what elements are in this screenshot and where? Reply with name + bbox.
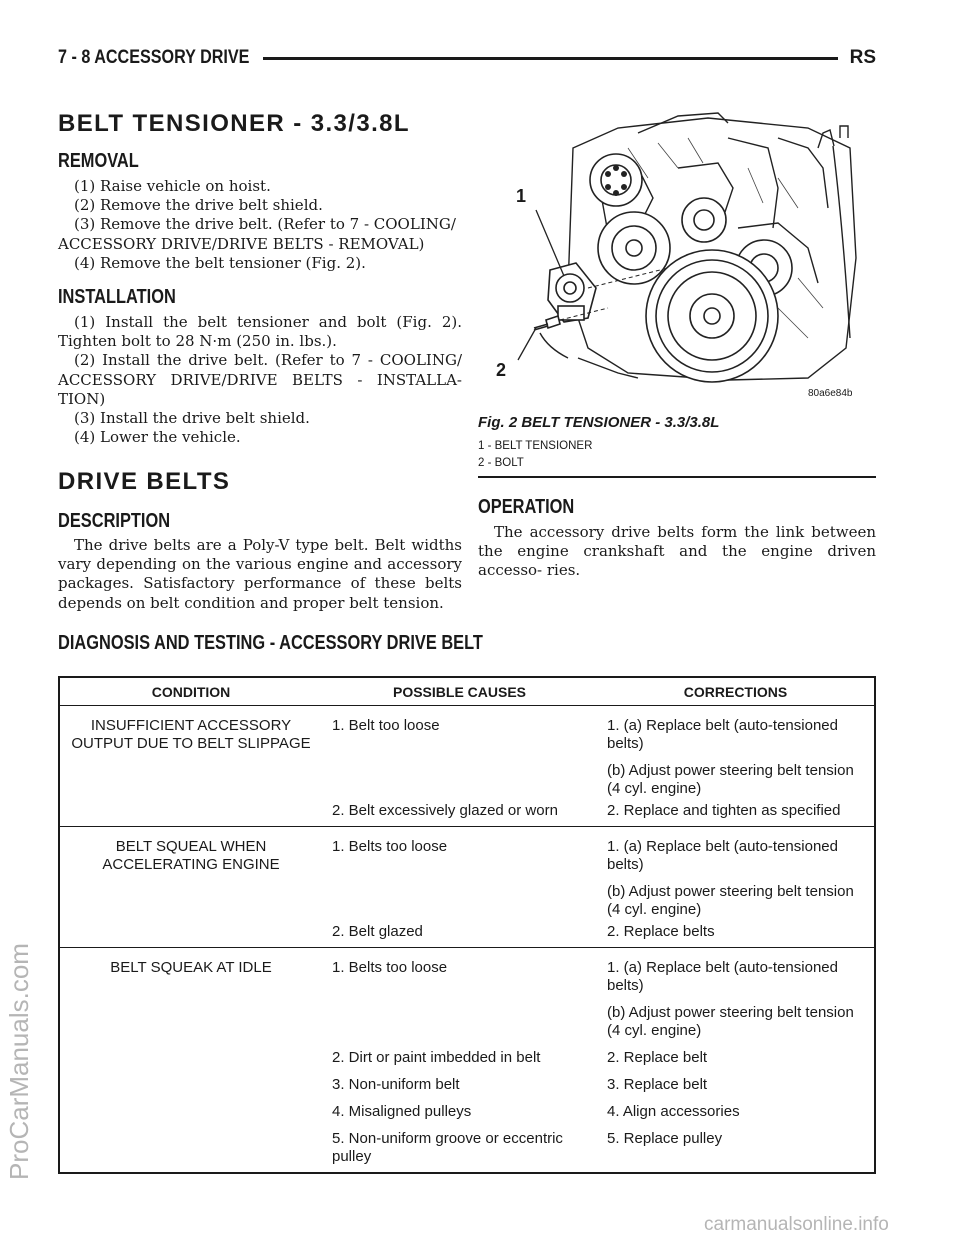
table-header-row <box>59 677 875 706</box>
installation-step: (2) Install the drive belt. (Refer to 7 - COOLING/ ACCESSORY DRIVE/DRIVE BELTS - INSTALLA- TION) <box>58 351 462 408</box>
figure-legend-item: 1 - BELT TENSIONER <box>478 440 593 452</box>
correction-cell: 1. (a) Replace belt (auto-tensioned belts) <box>597 827 875 877</box>
column-header-corrections: CORRECTIONS <box>597 677 875 706</box>
correction-cell: (b) Adjust power steering belt tension (4 cyl. engine) <box>607 762 854 797</box>
correction-cell: (b) Adjust power steering belt tension (4 cyl. engine) <box>607 883 854 918</box>
removal-step: (3) Remove the drive belt. (Refer to 7 - COOLING/ ACCESSORY DRIVE/DRIVE BELTS - REMOVAL) <box>58 215 456 253</box>
installation-steps <box>58 313 462 447</box>
cause-cell <box>322 876 597 921</box>
removal-heading: REMOVAL <box>58 150 139 172</box>
correction-cell: 2. Replace and tighten as specified <box>607 802 841 819</box>
correction-cell: 2. Replace belts <box>607 923 715 940</box>
condition-cell: INSUFFICIENT ACCESSORY OUTPUT DUE TO BELT SLIPPAGE <box>71 717 311 752</box>
correction-cell: (b) Adjust power steering belt tension (4 cyl. engine) <box>607 1004 854 1039</box>
section-code: RS <box>849 47 876 68</box>
cause-cell <box>322 997 597 1042</box>
operation-text <box>478 523 876 581</box>
correction-cell: 2. Replace belt <box>607 1049 708 1066</box>
figure-legend-item: 2 - BOLT <box>478 457 524 469</box>
callout-1: 1 <box>516 186 527 206</box>
figure-id: 80a6e84b <box>808 388 853 399</box>
operation-heading: OPERATION <box>478 496 575 518</box>
description-heading: DESCRIPTION <box>58 510 171 532</box>
correction-cell: 3. Replace belt <box>607 1076 708 1093</box>
diagnosis-heading: DIAGNOSIS AND TESTING - ACCESSORY DRIVE BELT <box>58 632 483 654</box>
description-paragraph: The drive belts are a Poly-V type belt. Belt widths vary depending on the various engine and accessory packages. Satisfactory performance of these belts depends on belt condition and proper belt tension. <box>58 536 462 612</box>
condition-cell: BELT SQUEAK AT IDLE <box>59 948 322 1174</box>
removal-step: (1) Raise vehicle on hoist. <box>74 177 271 195</box>
removal-step: (2) Remove the drive belt shield. <box>74 196 323 215</box>
cause-cell: 4. Misaligned pulleys <box>332 1103 472 1120</box>
cause-cell: 1. Belts too loose <box>322 827 597 877</box>
correction-cell: 5. Replace pulley <box>607 1130 723 1147</box>
engine-illustration <box>478 108 876 408</box>
condition-cell: BELT SQUEAL WHEN ACCELERATING ENGINE <box>59 827 322 948</box>
belt-tensioner-title: BELT TENSIONER - 3.3/3.8L <box>58 110 410 137</box>
header-rule <box>263 57 837 60</box>
table-row <box>59 827 875 877</box>
removal-step: (4) Remove the belt tensioner (Fig. 2). <box>74 253 366 272</box>
description-text <box>58 536 462 613</box>
figure-belt-tensioner <box>478 108 876 480</box>
table-row <box>59 948 875 998</box>
cause-cell: 1. Belt too loose <box>332 717 440 734</box>
installation-step: (3) Install the drive belt shield. <box>74 409 310 428</box>
figure-caption: Fig. 2 BELT TENSIONER - 3.3/3.8L <box>478 414 720 431</box>
cause-cell <box>322 755 597 800</box>
section-label: 7 - 8 ACCESSORY DRIVE <box>58 47 250 68</box>
drive-belts-title: DRIVE BELTS <box>58 468 231 495</box>
cause-cell: 2. Dirt or paint imbedded in belt <box>332 1049 541 1066</box>
column-header-condition: CONDITION <box>59 677 322 706</box>
figure-rule <box>478 476 876 478</box>
correction-cell: 1. (a) Replace belt (auto-tensioned belts) <box>607 717 838 752</box>
correction-cell: 4. Align accessories <box>607 1103 740 1120</box>
site-watermark: carmanualsonline.info <box>704 1214 889 1235</box>
watermark: ProCarManuals.com <box>4 943 34 1180</box>
diagnosis-table <box>58 676 876 1174</box>
cause-cell: 5. Non-uniform groove or eccentric pulley <box>332 1130 563 1165</box>
installation-step: (4) Lower the vehicle. <box>74 428 241 447</box>
cause-cell: 3. Non-uniform belt <box>332 1076 460 1093</box>
callout-2: 2 <box>496 360 507 380</box>
correction-cell: 1. (a) Replace belt (auto-tensioned belts) <box>597 948 875 998</box>
removal-steps <box>58 177 462 273</box>
installation-heading: INSTALLATION <box>58 286 176 308</box>
cause-cell: 1. Belts too loose <box>322 948 597 998</box>
table-row <box>59 706 875 756</box>
column-header-causes: POSSIBLE CAUSES <box>322 677 597 706</box>
installation-step: (1) Install the belt tensioner and bolt (Fig. 2). Tighten bolt to 28 N·m (250 in. lbs.). <box>58 313 462 351</box>
cause-cell: 2. Belt excessively glazed or worn <box>332 802 558 819</box>
cause-cell: 2. Belt glazed <box>332 923 423 940</box>
page-header <box>58 44 876 72</box>
operation-paragraph: The accessory drive belts form the link between the engine crankshaft and the engine driven accesso- ries. <box>478 523 876 580</box>
